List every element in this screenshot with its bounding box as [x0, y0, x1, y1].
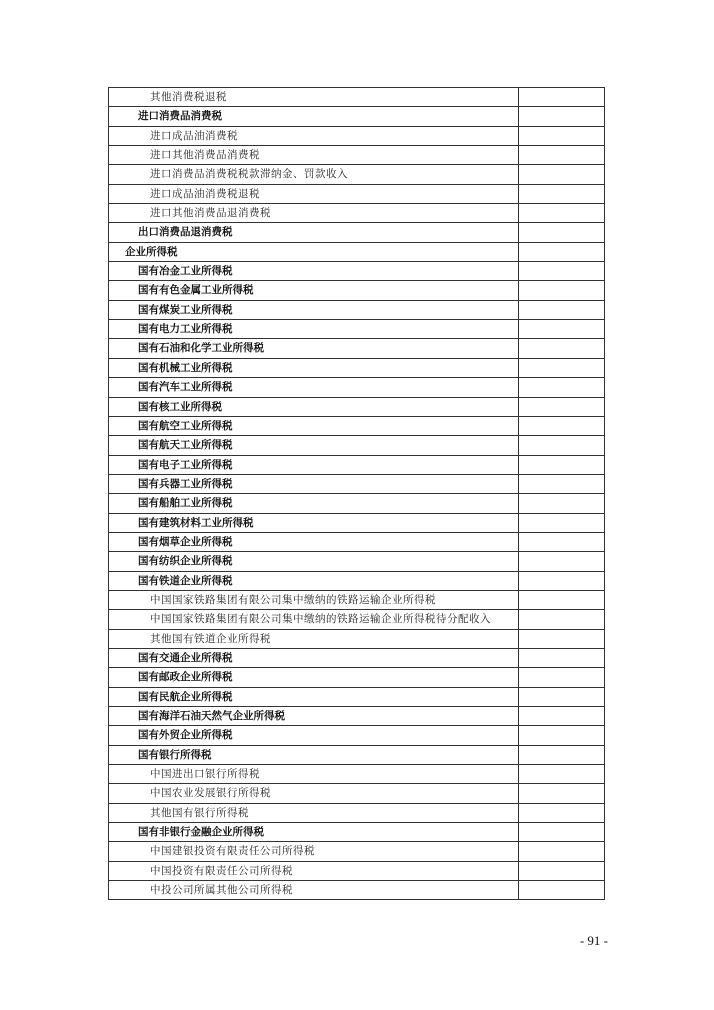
- value-cell: [519, 165, 605, 184]
- table-row: [109, 629, 605, 648]
- subject-name-cell: 中国国家铁路集团有限公司集中缴纳的铁路运输企业所得税: [109, 590, 519, 609]
- subject-name-cell: 国有烟草企业所得税: [109, 532, 519, 551]
- table-row: [109, 474, 605, 493]
- value-cell: [519, 823, 605, 842]
- subject-name-cell: 国有有色金属工业所得税: [109, 281, 519, 300]
- table-row: [109, 668, 605, 687]
- table-row: [109, 300, 605, 319]
- subject-name-cell: 国有核工业所得税: [109, 397, 519, 416]
- subject-name-cell: 国有机械工业所得税: [109, 358, 519, 377]
- table-row: [109, 358, 605, 377]
- subject-name-cell: 中国进出口银行所得税: [109, 765, 519, 784]
- subject-name-cell: 其他消费税退税: [109, 88, 519, 107]
- subject-name-cell: 其他国有铁道企业所得税: [109, 629, 519, 648]
- value-cell: [519, 513, 605, 532]
- subject-name-cell: 国有兵器工业所得税: [109, 474, 519, 493]
- table-row: [109, 590, 605, 609]
- value-cell: [519, 765, 605, 784]
- table-row: [109, 881, 605, 900]
- table-row: [109, 513, 605, 532]
- value-cell: [519, 707, 605, 726]
- value-cell: [519, 629, 605, 648]
- table-row: [109, 416, 605, 435]
- table-row: [109, 648, 605, 667]
- table-row: [109, 165, 605, 184]
- subject-name-cell: 国有银行所得税: [109, 745, 519, 764]
- table-row: [109, 204, 605, 223]
- value-cell: [519, 784, 605, 803]
- table-row: [109, 262, 605, 281]
- page-number: - 91 -: [579, 933, 608, 948]
- value-cell: [519, 726, 605, 745]
- value-cell: [519, 668, 605, 687]
- table-row: [109, 823, 605, 842]
- subject-name-cell: 进口消费品消费税: [109, 107, 519, 126]
- table-row: [109, 707, 605, 726]
- subject-name-cell: 进口消费品消费税税款滞纳金、罚款收入: [109, 165, 519, 184]
- table-row: [109, 571, 605, 590]
- subject-name-cell: 国有冶金工业所得税: [109, 262, 519, 281]
- table-row: [109, 184, 605, 203]
- subject-name-cell: 国有海洋石油天然气企业所得税: [109, 707, 519, 726]
- table-row: [109, 745, 605, 764]
- subject-name-cell: 国有邮政企业所得税: [109, 668, 519, 687]
- subject-name-cell: 国有交通企业所得税: [109, 648, 519, 667]
- subject-name-cell: 出口消费品退消费税: [109, 223, 519, 242]
- table-row: [109, 784, 605, 803]
- table-row: [109, 397, 605, 416]
- budget-subject-table: [108, 87, 605, 900]
- subject-name-cell: 其他国有银行所得税: [109, 803, 519, 822]
- table-row: [109, 223, 605, 242]
- value-cell: [519, 590, 605, 609]
- subject-name-cell: 国有汽车工业所得税: [109, 378, 519, 397]
- subject-name-cell: 进口其他消费品退消费税: [109, 204, 519, 223]
- value-cell: [519, 842, 605, 861]
- value-cell: [519, 474, 605, 493]
- subject-name-cell: 国有船舶工业所得税: [109, 494, 519, 513]
- table-body: [109, 88, 605, 900]
- subject-name-cell: 国有铁道企业所得税: [109, 571, 519, 590]
- table-row: [109, 532, 605, 551]
- value-cell: [519, 300, 605, 319]
- value-cell: [519, 223, 605, 242]
- value-cell: [519, 455, 605, 474]
- table-row: [109, 281, 605, 300]
- subject-name-cell: 国有电力工业所得税: [109, 320, 519, 339]
- subject-name-cell: 中国投资有限责任公司所得税: [109, 861, 519, 880]
- table-row: [109, 610, 605, 629]
- value-cell: [519, 320, 605, 339]
- subject-name-cell: 国有电子工业所得税: [109, 455, 519, 474]
- table-row: [109, 378, 605, 397]
- value-cell: [519, 552, 605, 571]
- table-row: [109, 842, 605, 861]
- value-cell: [519, 745, 605, 764]
- value-cell: [519, 397, 605, 416]
- value-cell: [519, 262, 605, 281]
- subject-name-cell: 国有建筑材料工业所得税: [109, 513, 519, 532]
- subject-name-cell: 中国国家铁路集团有限公司集中缴纳的铁路运输企业所得税待分配收入: [109, 610, 519, 629]
- subject-name-cell: 中投公司所属其他公司所得税: [109, 881, 519, 900]
- value-cell: [519, 416, 605, 435]
- subject-name-cell: 进口成品油消费税退税: [109, 184, 519, 203]
- table-row: [109, 107, 605, 126]
- subject-name-cell: 进口其他消费品消费税: [109, 146, 519, 165]
- subject-name-cell: 国有民航企业所得税: [109, 687, 519, 706]
- value-cell: [519, 281, 605, 300]
- table-row: [109, 765, 605, 784]
- subject-name-cell: 企业所得税: [109, 242, 519, 261]
- value-cell: [519, 610, 605, 629]
- value-cell: [519, 204, 605, 223]
- value-cell: [519, 126, 605, 145]
- table-row: [109, 88, 605, 107]
- table-row: [109, 687, 605, 706]
- value-cell: [519, 571, 605, 590]
- subject-name-cell: 进口成品油消费税: [109, 126, 519, 145]
- table-row: [109, 494, 605, 513]
- subject-name-cell: 国有石油和化学工业所得税: [109, 339, 519, 358]
- subject-name-cell: 国有煤炭工业所得税: [109, 300, 519, 319]
- value-cell: [519, 146, 605, 165]
- value-cell: [519, 648, 605, 667]
- table-row: [109, 436, 605, 455]
- table-row: [109, 455, 605, 474]
- value-cell: [519, 378, 605, 397]
- value-cell: [519, 339, 605, 358]
- subject-name-cell: 国有外贸企业所得税: [109, 726, 519, 745]
- value-cell: [519, 881, 605, 900]
- value-cell: [519, 687, 605, 706]
- subject-name-cell: 国有航天工业所得税: [109, 436, 519, 455]
- table-row: [109, 146, 605, 165]
- value-cell: [519, 107, 605, 126]
- table-row: [109, 552, 605, 571]
- table-row: [109, 242, 605, 261]
- subject-name-cell: 国有航空工业所得税: [109, 416, 519, 435]
- table-row: [109, 126, 605, 145]
- value-cell: [519, 184, 605, 203]
- table-row: [109, 726, 605, 745]
- table-row: [109, 861, 605, 880]
- value-cell: [519, 436, 605, 455]
- table-row: [109, 320, 605, 339]
- table-row: [109, 339, 605, 358]
- value-cell: [519, 242, 605, 261]
- value-cell: [519, 861, 605, 880]
- value-cell: [519, 532, 605, 551]
- value-cell: [519, 494, 605, 513]
- subject-name-cell: 中国建银投资有限责任公司所得税: [109, 842, 519, 861]
- subject-name-cell: 国有非银行金融企业所得税: [109, 823, 519, 842]
- value-cell: [519, 88, 605, 107]
- value-cell: [519, 803, 605, 822]
- table-row: [109, 803, 605, 822]
- subject-name-cell: 国有纺织企业所得税: [109, 552, 519, 571]
- value-cell: [519, 358, 605, 377]
- subject-name-cell: 中国农业发展银行所得税: [109, 784, 519, 803]
